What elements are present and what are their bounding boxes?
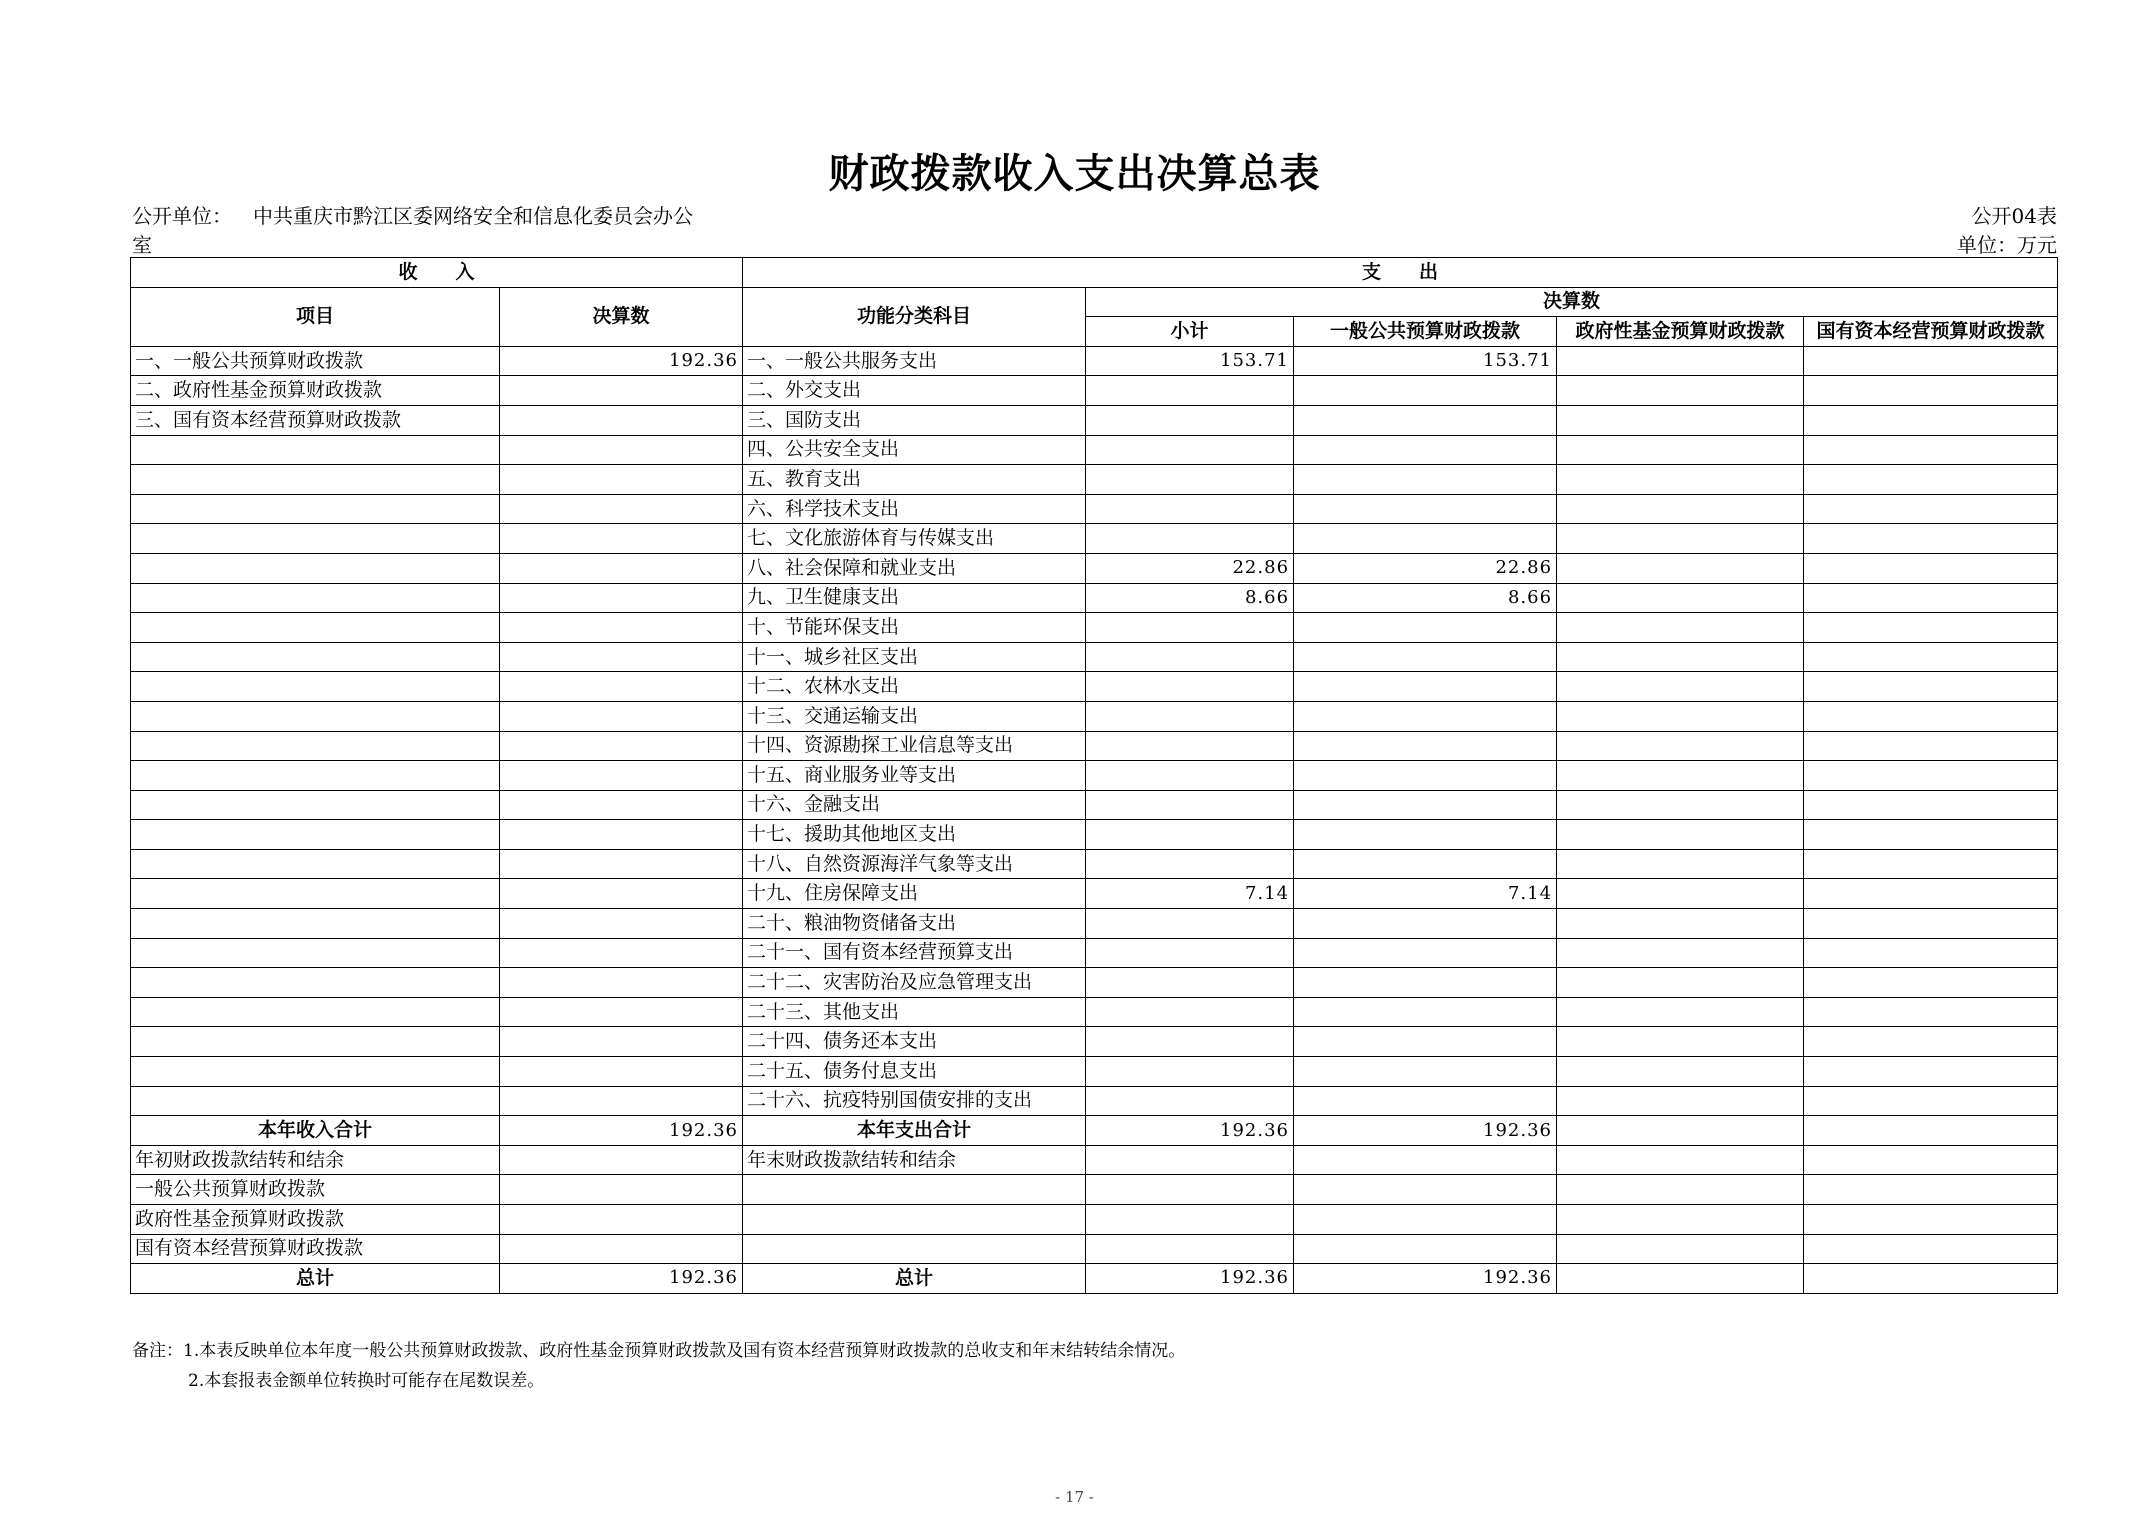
table-row: [131, 1027, 2058, 1057]
gov-fund-cell: [1557, 613, 1804, 643]
income-item-cell: [131, 1086, 500, 1116]
table-row: [131, 968, 2058, 998]
subtotal-cell: [1086, 1027, 1294, 1057]
income-amount-cell: [500, 820, 743, 850]
budget-table: [130, 257, 2058, 1294]
gov-fund-cell: [1557, 968, 1804, 998]
state-capital-cell: [1804, 613, 2058, 643]
expense-item-cell: 八、社会保障和就业支出: [743, 553, 1086, 583]
expense-item-cell: 十七、援助其他地区支出: [743, 820, 1086, 850]
expense-item-cell: 十三、交通运输支出: [743, 701, 1086, 731]
subtotal-cell: 192.36: [1086, 1116, 1294, 1146]
expense-item-cell: 十一、城乡社区支出: [743, 642, 1086, 672]
note-line-1: 备注：1.本表反映单位本年度一般公共预算财政拨款、政府性基金预算财政拨款及国有资本经营预算财政拨款的总收支和年末结转结余情况。: [132, 1341, 1186, 1361]
gov-fund-cell: [1557, 435, 1804, 465]
income-amount-cell: [500, 553, 743, 583]
general-budget-cell: [1294, 1145, 1557, 1175]
subtotal-cell: [1086, 731, 1294, 761]
year-total-row: [131, 1116, 2058, 1146]
state-capital-cell: [1804, 1057, 2058, 1087]
state-capital-cell: [1804, 405, 2058, 435]
expense-item-cell: 十九、住房保障支出: [743, 879, 1086, 909]
state-capital-cell: [1804, 672, 2058, 702]
table-row: [131, 613, 2058, 643]
item-header: 项目: [131, 287, 500, 346]
state-capital-cell: [1804, 553, 2058, 583]
carryover-row: [131, 1205, 2058, 1235]
income-item-cell: 二、政府性基金预算财政拨款: [131, 376, 500, 406]
income-amount-cell: 192.36: [500, 346, 743, 376]
state-capital-cell: [1804, 583, 2058, 613]
income-amount-cell: [500, 1027, 743, 1057]
expense-item-cell: 一、一般公共服务支出: [743, 346, 1086, 376]
state-capital-cell: [1804, 1175, 2058, 1205]
income-item-cell: [131, 997, 500, 1027]
expense-item-cell: 二十二、灾害防治及应急管理支出: [743, 968, 1086, 998]
general-budget-cell: [1294, 701, 1557, 731]
gov-fund-cell: [1557, 465, 1804, 495]
income-item-cell: [131, 968, 500, 998]
income-amount-cell: [500, 642, 743, 672]
general-budget-cell: [1294, 613, 1557, 643]
income-item-cell: [131, 1027, 500, 1057]
income-amount-cell: [500, 761, 743, 791]
gov-fund-cell: [1557, 879, 1804, 909]
table-row: [131, 761, 2058, 791]
income-item-cell: 政府性基金预算财政拨款: [131, 1205, 500, 1235]
expense-item-cell: [743, 1175, 1086, 1205]
subtotal-cell: [1086, 909, 1294, 939]
subtotal-cell: [1086, 968, 1294, 998]
general-budget-cell: [1294, 405, 1557, 435]
table-row: [131, 494, 2058, 524]
subtotal-cell: [1086, 1175, 1294, 1205]
general-budget-cell: [1294, 1027, 1557, 1057]
general-budget-cell: [1294, 435, 1557, 465]
expense-item-cell: 二十一、国有资本经营预算支出: [743, 938, 1086, 968]
income-amount-cell: [500, 1145, 743, 1175]
income-item-cell: 年初财政拨款结转和结余: [131, 1145, 500, 1175]
income-amount-cell: [500, 376, 743, 406]
table-row: [131, 553, 2058, 583]
table-row: [131, 465, 2058, 495]
table-row: [131, 405, 2058, 435]
header-row-2: [131, 287, 2058, 317]
table-row: [131, 997, 2058, 1027]
expense-item-cell: 十、节能环保支出: [743, 613, 1086, 643]
income-amount-cell: [500, 997, 743, 1027]
gov-fund-cell: [1557, 642, 1804, 672]
gov-fund-cell: [1557, 1086, 1804, 1116]
subtotal-cell: [1086, 524, 1294, 554]
gov-fund-cell: [1557, 1027, 1804, 1057]
table-row: [131, 879, 2058, 909]
table-code: 公开04表: [1971, 204, 2057, 228]
income-item-cell: [131, 701, 500, 731]
general-budget-cell: 8.66: [1294, 583, 1557, 613]
gov-fund-cell: [1557, 1264, 1804, 1294]
state-capital-cell: [1804, 1116, 2058, 1146]
state-capital-cell: [1804, 524, 2058, 554]
currency-unit: 单位：万元: [1957, 233, 2057, 257]
income-item-cell: [131, 731, 500, 761]
page-number: - 17 -: [1055, 1488, 1094, 1506]
subtotal-cell: [1086, 672, 1294, 702]
income-item-cell: [131, 583, 500, 613]
table-row: [131, 524, 2058, 554]
expense-item-cell: 二、外交支出: [743, 376, 1086, 406]
unit-name: 中共重庆市黔江区委网络安全和信息化委员会办公: [253, 204, 693, 228]
income-item-cell: [131, 494, 500, 524]
general-budget-header: 一般公共预算财政拨款: [1294, 317, 1557, 347]
income-amount-cell: [500, 494, 743, 524]
subtotal-cell: [1086, 701, 1294, 731]
general-budget-cell: [1294, 1175, 1557, 1205]
income-item-cell: [131, 465, 500, 495]
expense-item-cell: 二十、粮油物资储备支出: [743, 909, 1086, 939]
state-capital-cell: [1804, 465, 2058, 495]
state-capital-cell: [1804, 731, 2058, 761]
note-line-2: 2.本套报表金额单位转换时可能存在尾数误差。: [188, 1371, 545, 1391]
state-capital-cell: [1804, 1205, 2058, 1235]
income-header: 收 入: [131, 258, 743, 288]
general-budget-cell: [1294, 465, 1557, 495]
unit-label: 公开单位：: [132, 204, 232, 228]
general-budget-cell: [1294, 938, 1557, 968]
general-budget-cell: [1294, 642, 1557, 672]
income-item-cell: 一般公共预算财政拨款: [131, 1175, 500, 1205]
income-amount-cell: [500, 1057, 743, 1087]
income-amount-cell: 192.36: [500, 1116, 743, 1146]
state-capital-cell: [1804, 1234, 2058, 1264]
subtotal-cell: 153.71: [1086, 346, 1294, 376]
income-item-cell: [131, 435, 500, 465]
income-item-cell: [131, 613, 500, 643]
income-amount-cell: [500, 938, 743, 968]
general-budget-cell: [1294, 997, 1557, 1027]
state-capital-cell: [1804, 1027, 2058, 1057]
subtotal-cell: [1086, 1145, 1294, 1175]
general-budget-cell: 22.86: [1294, 553, 1557, 583]
subtotal-cell: [1086, 405, 1294, 435]
income-item-cell: [131, 938, 500, 968]
subtotal-cell: [1086, 1234, 1294, 1264]
carryover-row: [131, 1234, 2058, 1264]
expense-item-cell: 十八、自然资源海洋气象等支出: [743, 849, 1086, 879]
income-amount-cell: [500, 909, 743, 939]
gov-fund-cell: [1557, 1057, 1804, 1087]
gov-fund-cell: [1557, 1116, 1804, 1146]
table-row: [131, 849, 2058, 879]
income-amount-cell: [500, 583, 743, 613]
expense-item-cell: 十二、农林水支出: [743, 672, 1086, 702]
state-capital-cell: [1804, 790, 2058, 820]
income-item-cell: [131, 761, 500, 791]
income-item-cell: 本年收入合计: [131, 1116, 500, 1146]
income-amount-cell: [500, 405, 743, 435]
income-amount-cell: [500, 672, 743, 702]
subtotal-cell: 8.66: [1086, 583, 1294, 613]
general-budget-cell: 7.14: [1294, 879, 1557, 909]
state-capital-cell: [1804, 820, 2058, 850]
table-row: [131, 346, 2058, 376]
subtotal-cell: [1086, 1057, 1294, 1087]
subtotal-cell: 22.86: [1086, 553, 1294, 583]
gov-fund-cell: [1557, 346, 1804, 376]
final-amount-header: 决算数: [500, 287, 743, 346]
expense-item-cell: 三、国防支出: [743, 405, 1086, 435]
income-amount-cell: [500, 613, 743, 643]
state-capital-cell: [1804, 849, 2058, 879]
state-capital-cell: [1804, 909, 2058, 939]
subtotal-cell: 192.36: [1086, 1264, 1294, 1294]
general-budget-cell: [1294, 849, 1557, 879]
subtotal-cell: 7.14: [1086, 879, 1294, 909]
gov-fund-cell: [1557, 1145, 1804, 1175]
expense-item-cell: 十六、金融支出: [743, 790, 1086, 820]
general-budget-cell: [1294, 761, 1557, 791]
table-row: [131, 1057, 2058, 1087]
state-capital-cell: [1804, 879, 2058, 909]
state-capital-cell: [1804, 376, 2058, 406]
state-capital-cell: [1804, 1145, 2058, 1175]
table-row: [131, 731, 2058, 761]
income-amount-cell: [500, 1205, 743, 1235]
gov-fund-cell: [1557, 524, 1804, 554]
table-row: [131, 642, 2058, 672]
expense-item-cell: 十五、商业服务业等支出: [743, 761, 1086, 791]
gov-fund-cell: [1557, 1234, 1804, 1264]
gov-fund-cell: [1557, 1175, 1804, 1205]
subtotal-cell: [1086, 1086, 1294, 1116]
general-budget-cell: [1294, 790, 1557, 820]
expense-item-cell: 十四、资源勘探工业信息等支出: [743, 731, 1086, 761]
table-row: [131, 435, 2058, 465]
function-category-header: 功能分类科目: [743, 287, 1086, 346]
general-budget-cell: 192.36: [1294, 1264, 1557, 1294]
income-item-cell: 国有资本经营预算财政拨款: [131, 1234, 500, 1264]
gov-fund-cell: [1557, 376, 1804, 406]
state-capital-cell: [1804, 968, 2058, 998]
income-item-cell: 三、国有资本经营预算财政拨款: [131, 405, 500, 435]
carryover-row: [131, 1175, 2058, 1205]
subtotal-cell: [1086, 494, 1294, 524]
income-item-cell: [131, 672, 500, 702]
general-budget-cell: [1294, 968, 1557, 998]
unit-name-continued: 室: [132, 233, 152, 257]
income-amount-cell: [500, 731, 743, 761]
table-row: [131, 701, 2058, 731]
table-row: [131, 790, 2058, 820]
income-amount-cell: [500, 849, 743, 879]
income-amount-cell: [500, 524, 743, 554]
subtotal-cell: [1086, 642, 1294, 672]
income-item-cell: [131, 1057, 500, 1087]
expense-item-cell: 年末财政拨款结转和结余: [743, 1145, 1086, 1175]
income-amount-cell: [500, 465, 743, 495]
income-amount-cell: 192.36: [500, 1264, 743, 1294]
subtotal-cell: [1086, 820, 1294, 850]
subtotal-cell: [1086, 613, 1294, 643]
subtotal-cell: [1086, 1205, 1294, 1235]
gov-fund-cell: [1557, 701, 1804, 731]
expense-item-cell: 二十六、抗疫特别国债安排的支出: [743, 1086, 1086, 1116]
gov-fund-cell: [1557, 553, 1804, 583]
table-row: [131, 1086, 2058, 1116]
subtotal-cell: [1086, 790, 1294, 820]
income-item-cell: [131, 820, 500, 850]
income-item-cell: 总计: [131, 1264, 500, 1294]
gov-fund-header: 政府性基金预算财政拨款: [1557, 317, 1804, 347]
general-budget-cell: 153.71: [1294, 346, 1557, 376]
subtotal-cell: [1086, 997, 1294, 1027]
gov-fund-cell: [1557, 583, 1804, 613]
income-amount-cell: [500, 1175, 743, 1205]
expense-item-cell: 二十四、债务还本支出: [743, 1027, 1086, 1057]
state-capital-cell: [1804, 938, 2058, 968]
expense-item-cell: 七、文化旅游体育与传媒支出: [743, 524, 1086, 554]
expense-item-cell: [743, 1234, 1086, 1264]
income-item-cell: [131, 909, 500, 939]
general-budget-cell: [1294, 909, 1557, 939]
state-capital-cell: [1804, 1086, 2058, 1116]
general-budget-cell: [1294, 524, 1557, 554]
income-item-cell: [131, 642, 500, 672]
general-budget-cell: [1294, 1086, 1557, 1116]
state-capital-cell: [1804, 494, 2058, 524]
expense-item-cell: 五、教育支出: [743, 465, 1086, 495]
income-item-cell: [131, 849, 500, 879]
carryover-row: [131, 1145, 2058, 1175]
income-item-cell: [131, 790, 500, 820]
general-budget-cell: [1294, 376, 1557, 406]
expense-item-cell: 九、卫生健康支出: [743, 583, 1086, 613]
income-amount-cell: [500, 1234, 743, 1264]
expense-item-cell: 本年支出合计: [743, 1116, 1086, 1146]
subtotal-cell: [1086, 938, 1294, 968]
gov-fund-cell: [1557, 1205, 1804, 1235]
subtotal-cell: [1086, 761, 1294, 791]
gov-fund-cell: [1557, 494, 1804, 524]
income-item-cell: [131, 879, 500, 909]
income-item-cell: [131, 553, 500, 583]
state-capital-cell: [1804, 761, 2058, 791]
gov-fund-cell: [1557, 820, 1804, 850]
general-budget-cell: [1294, 494, 1557, 524]
state-capital-cell: [1804, 346, 2058, 376]
state-capital-cell: [1804, 1264, 2058, 1294]
state-capital-cell: [1804, 435, 2058, 465]
gov-fund-cell: [1557, 790, 1804, 820]
income-amount-cell: [500, 1086, 743, 1116]
table-row: [131, 583, 2058, 613]
table-row: [131, 820, 2058, 850]
header-row-1: [131, 258, 2058, 288]
gov-fund-cell: [1557, 849, 1804, 879]
subtotal-cell: [1086, 435, 1294, 465]
income-amount-cell: [500, 790, 743, 820]
table-row: [131, 938, 2058, 968]
grand-total-row: [131, 1264, 2058, 1294]
expense-item-cell: 二十五、债务付息支出: [743, 1057, 1086, 1087]
gov-fund-cell: [1557, 938, 1804, 968]
expense-header: 支 出: [743, 258, 2058, 288]
state-capital-cell: [1804, 642, 2058, 672]
subtotal-cell: [1086, 376, 1294, 406]
final-amount-group-header: 决算数: [1086, 287, 2058, 317]
table-row: [131, 909, 2058, 939]
income-amount-cell: [500, 968, 743, 998]
general-budget-cell: [1294, 1205, 1557, 1235]
gov-fund-cell: [1557, 997, 1804, 1027]
subtotal-cell: [1086, 849, 1294, 879]
gov-fund-cell: [1557, 731, 1804, 761]
income-item-cell: [131, 524, 500, 554]
subtotal-cell: [1086, 465, 1294, 495]
income-item-cell: 一、一般公共预算财政拨款: [131, 346, 500, 376]
general-budget-cell: [1294, 731, 1557, 761]
gov-fund-cell: [1557, 761, 1804, 791]
expense-item-cell: 总计: [743, 1264, 1086, 1294]
expense-item-cell: 二十三、其他支出: [743, 997, 1086, 1027]
gov-fund-cell: [1557, 405, 1804, 435]
general-budget-cell: 192.36: [1294, 1116, 1557, 1146]
expense-item-cell: 六、科学技术支出: [743, 494, 1086, 524]
document-title: 财政拨款收入支出决算总表: [828, 151, 1321, 197]
income-amount-cell: [500, 701, 743, 731]
income-amount-cell: [500, 879, 743, 909]
subtotal-header: 小计: [1086, 317, 1294, 347]
expense-item-cell: 四、公共安全支出: [743, 435, 1086, 465]
income-amount-cell: [500, 435, 743, 465]
state-capital-cell: [1804, 997, 2058, 1027]
general-budget-cell: [1294, 672, 1557, 702]
table-row: [131, 376, 2058, 406]
general-budget-cell: [1294, 820, 1557, 850]
gov-fund-cell: [1557, 909, 1804, 939]
table-row: [131, 672, 2058, 702]
general-budget-cell: [1294, 1057, 1557, 1087]
state-capital-cell: [1804, 701, 2058, 731]
general-budget-cell: [1294, 1234, 1557, 1264]
expense-item-cell: [743, 1205, 1086, 1235]
state-capital-header: 国有资本经营预算财政拨款: [1804, 317, 2058, 347]
gov-fund-cell: [1557, 672, 1804, 702]
